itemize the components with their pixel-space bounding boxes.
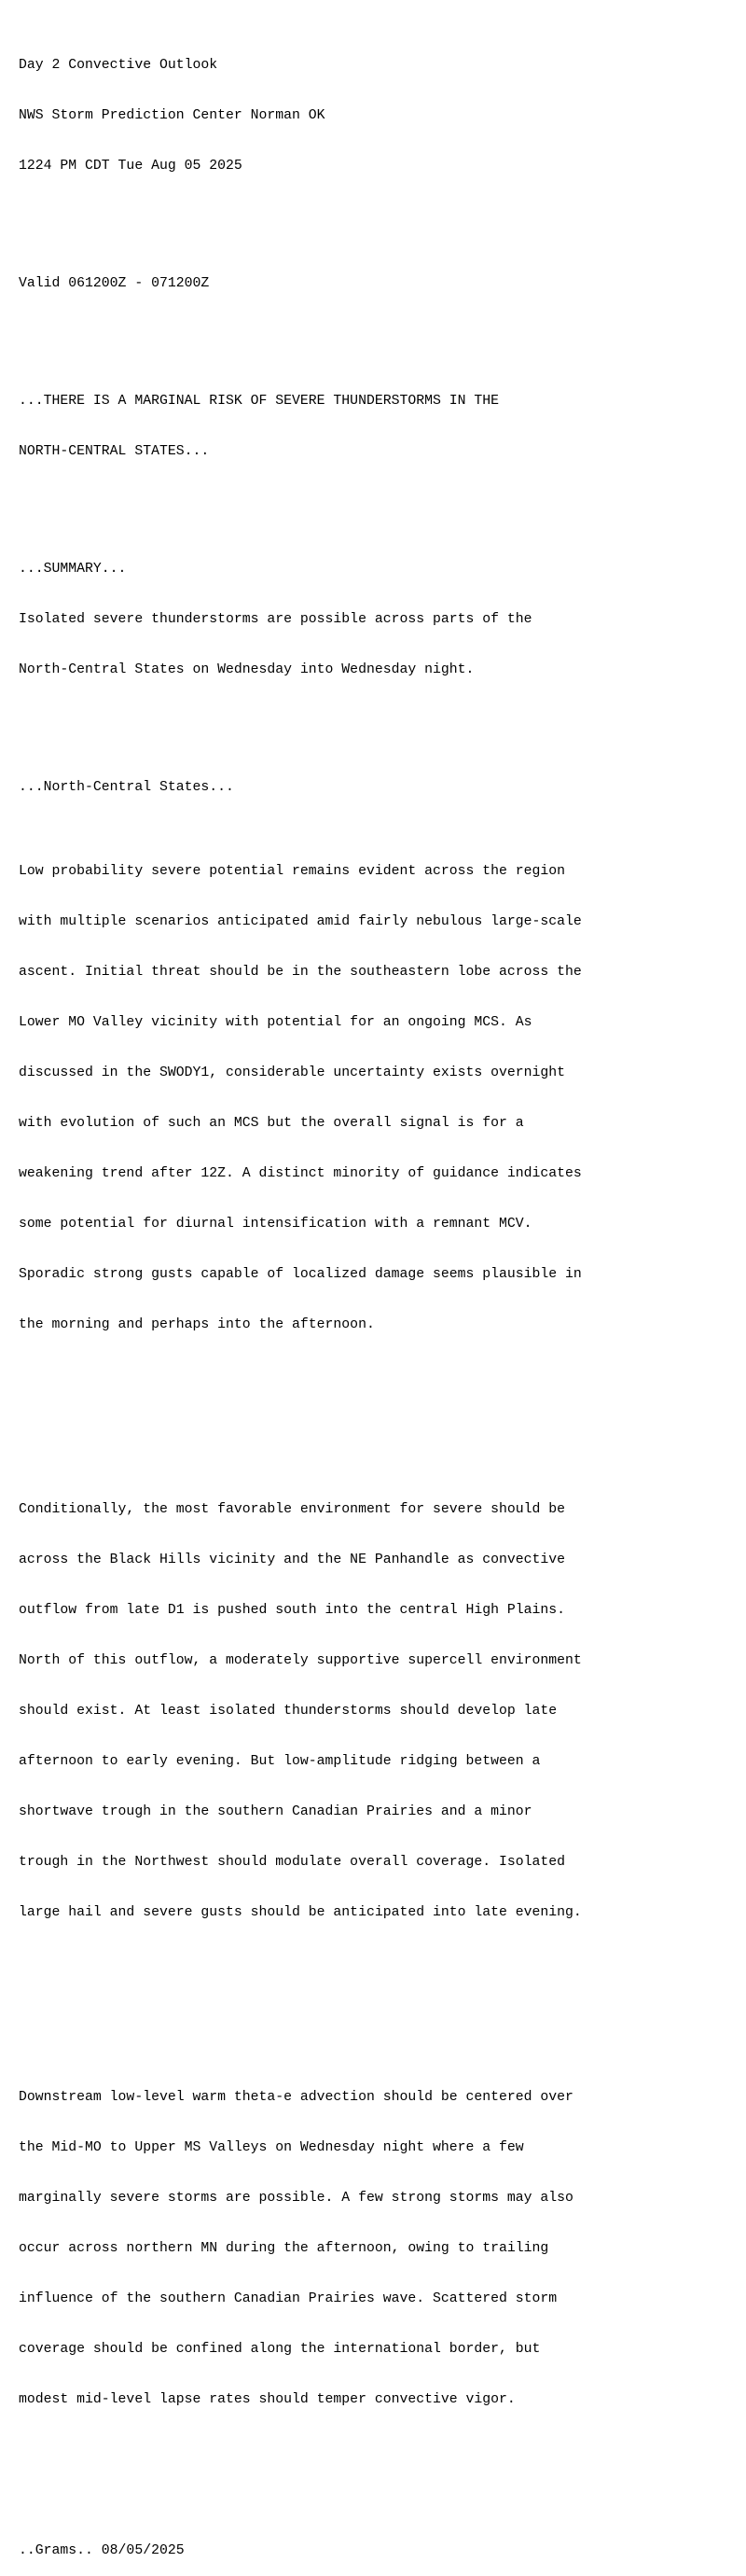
paragraph-line: large hail and severe gusts should be anticipated into late evening. (19, 1905, 582, 1920)
paragraph-line: Conditionally, the most favorable environment for severe should be (19, 1502, 566, 1517)
paragraph-line: with multiple scenarios anticipated amid fairly nebulous large-scale (19, 914, 582, 929)
paragraph-line: Low probability severe potential remains evident across the region (19, 864, 566, 879)
blank-line (19, 208, 737, 225)
blank-line (19, 712, 737, 729)
outlook-title: Day 2 Convective Outlook (19, 58, 218, 73)
paragraph-line: Lower MO Valley vicinity with potential for an ongoing MCS. As (19, 1015, 532, 1030)
paragraph-line: discussed in the SWODY1, considerable uncertainty exists overnight (19, 1065, 566, 1080)
paragraph-line: shortwave trough in the southern Canadian Prairies and a minor (19, 1804, 532, 1819)
headline-line: ...THERE IS A MARGINAL RISK OF SEVERE THUNDERSTORMS IN THE (19, 394, 500, 409)
paragraph-line: trough in the Northwest should modulate overall coverage. Isolated (19, 1855, 566, 1870)
paragraph-line: modest mid-level lapse rates should temper convective vigor. (19, 2392, 516, 2407)
summary-line: Isolated severe thunderstorms are possible across parts of the (19, 612, 532, 627)
paragraph-line: marginally severe storms are possible. A few strong storms may also (19, 2191, 573, 2206)
blank-line (19, 326, 737, 342)
issue-time: 1224 PM CDT Tue Aug 05 2025 (19, 159, 242, 174)
blank-line (19, 494, 737, 510)
paragraph-line: afternoon to early evening. But low-amplitude ridging between a (19, 1754, 541, 1769)
summary-heading: ...SUMMARY... (19, 562, 127, 577)
paragraph-2 (19, 1468, 737, 1955)
paragraph-line: Sporadic strong gusts capable of localized damage seems plausible in (19, 1267, 582, 1282)
paragraph-1 (19, 829, 737, 1367)
summary-line: North-Central States on Wednesday into Wednesday night. (19, 662, 475, 677)
paragraph-line: North of this outflow, a moderately supportive supercell environment (19, 1653, 582, 1668)
paragraph-line: Downstream low-level warm theta-e advection should be centered over (19, 2090, 573, 2105)
blank-line (19, 1400, 737, 1417)
paragraph-line: coverage should be confined along the international border, but (19, 2342, 541, 2357)
paragraph-line: across the Black Hills vicinity and the NE Panhandle as convective (19, 1553, 566, 1567)
paragraph-line: with evolution of such an MCS but the overall signal is for a (19, 1116, 524, 1131)
paragraph-line: the morning and perhaps into the afternoon. (19, 1317, 375, 1332)
section-heading: ...North-Central States... (19, 780, 234, 795)
blank-line (19, 1988, 737, 2005)
paragraph-line: some potential for diurnal intensification with a remnant MCV. (19, 1217, 532, 1232)
paragraph-line: ascent. Initial threat should be in the southeastern lobe across the (19, 965, 582, 980)
outlook-document (19, 23, 737, 2576)
blank-line (19, 2475, 737, 2492)
valid-period: Valid 061200Z - 071200Z (19, 276, 210, 291)
paragraph-line: the Mid-MO to Upper MS Valleys on Wednesday night where a few (19, 2140, 524, 2155)
forecaster-signature: ..Grams.. 08/05/2025 (19, 2543, 185, 2558)
paragraph-3 (19, 2055, 737, 2442)
paragraph-line: outflow from late D1 is pushed south into the central High Plains. (19, 1603, 566, 1618)
paragraph-line: occur across northern MN during the afternoon, owing to trailing (19, 2241, 549, 2256)
issuing-office: NWS Storm Prediction Center Norman OK (19, 108, 325, 123)
paragraph-line: influence of the southern Canadian Prairies wave. Scattered storm (19, 2291, 558, 2306)
paragraph-line: should exist. At least isolated thunderstorms should develop late (19, 1704, 558, 1719)
paragraph-line: weakening trend after 12Z. A distinct minority of guidance indicates (19, 1166, 582, 1181)
headline-line: NORTH-CENTRAL STATES... (19, 444, 210, 459)
